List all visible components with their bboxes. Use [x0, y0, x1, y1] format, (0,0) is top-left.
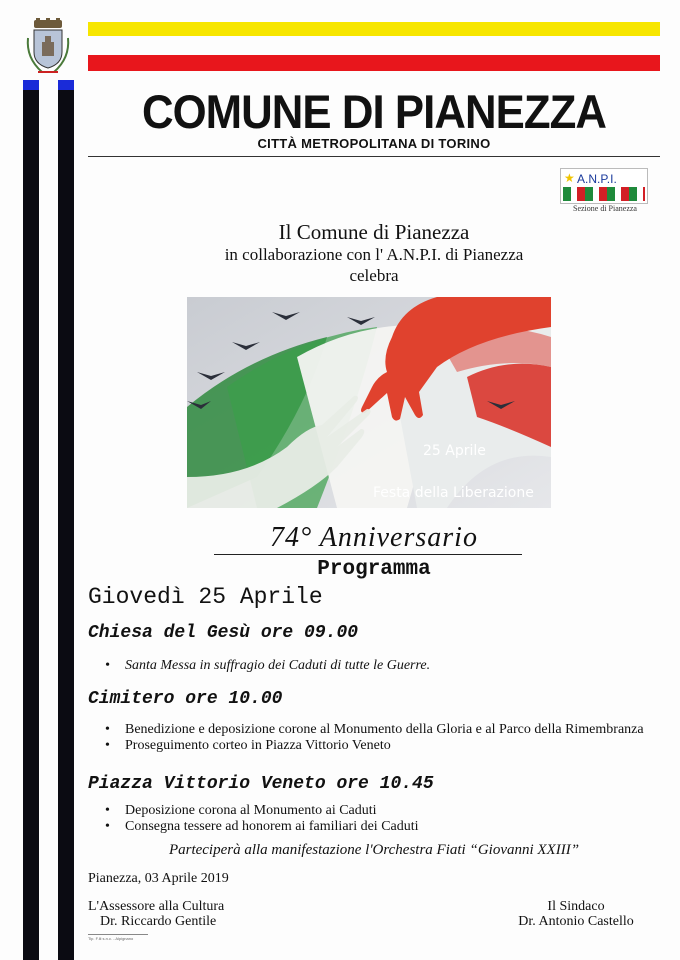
anniversary-underline [214, 554, 522, 555]
star-icon: ★ [564, 171, 575, 185]
section-heading-cimitero: Cimitero ore 10.00 [88, 689, 283, 709]
liberation-day-illustration [187, 297, 551, 508]
list-item: • Proseguimento corteo in Piazza Vittorio Veneto [105, 738, 665, 754]
section-list-chiesa [105, 658, 665, 674]
intro-line-3: celebra [349, 266, 399, 285]
assessore-name: Dr. Riccardo Gentile [100, 914, 217, 929]
section-heading-chiesa: Chiesa del Gesù ore 09.00 [88, 623, 359, 643]
intro-line-2: in collaborazione con l' A.N.P.I. di Pianezza [224, 245, 524, 264]
hero-date: 25 Aprile [423, 443, 486, 459]
left-vertical-bar-2 [58, 80, 74, 960]
red-stripe [88, 55, 660, 71]
sindaco-title: Il Sindaco [547, 899, 605, 914]
programma-heading: Programma [317, 558, 431, 581]
list-item: • Benedizione e deposizione corone al Monumento della Gloria e al Parco della Rimembranza [105, 722, 665, 738]
section-list-piazza [105, 803, 665, 835]
divider [88, 156, 660, 157]
assessore-signature [88, 899, 224, 929]
yellow-stripe [88, 22, 660, 36]
page-subtitle: CITTÀ METROPOLITANA DI TORINO [257, 136, 491, 151]
coat-of-arms-icon [24, 18, 72, 78]
list-item: • Consegna tessere ad honorem ai familiari dei Caduti [105, 819, 665, 835]
intro-line-1: Il Comune di Pianezza [278, 220, 470, 244]
section-heading-piazza: Piazza Vittorio Veneto ore 10.45 [88, 774, 434, 794]
section-list-cimitero [105, 722, 665, 754]
hero-festival: Festa della Liberazione [373, 485, 534, 501]
event-day: Giovedì 25 Aprile [88, 584, 323, 610]
assessore-title: L'Assessore alla Cultura [88, 899, 225, 914]
orchestra-note: Parteciperà alla manifestazione l'Orchestra Fiati “Giovanni XXIII” [168, 842, 580, 858]
page-title: COMUNE DI PIANEZZA [141, 85, 607, 138]
anpi-logo [560, 168, 648, 216]
anpi-logo-name: A.N.P.I. [577, 172, 617, 186]
sindaco-name: Dr. Antonio Castello [518, 914, 634, 929]
anniversary-heading: 74° Anniversario [270, 522, 478, 553]
list-item: • Deposizione corona al Monumento ai Caduti [105, 803, 665, 819]
hero-image [187, 297, 551, 508]
list-item: • Santa Messa in suffragio dei Caduti di tutte le Guerre. [105, 658, 665, 674]
anpi-logo-section: Sezione di Pianezza [573, 204, 637, 213]
place-date: Pianezza, 03 Aprile 2019 [88, 871, 229, 886]
left-vertical-bar [23, 80, 39, 960]
sindaco-signature [500, 899, 652, 929]
printer-footnote: Tip. F.lli s.n.c. - Alpignano [88, 934, 148, 941]
flag-icon [563, 187, 645, 201]
